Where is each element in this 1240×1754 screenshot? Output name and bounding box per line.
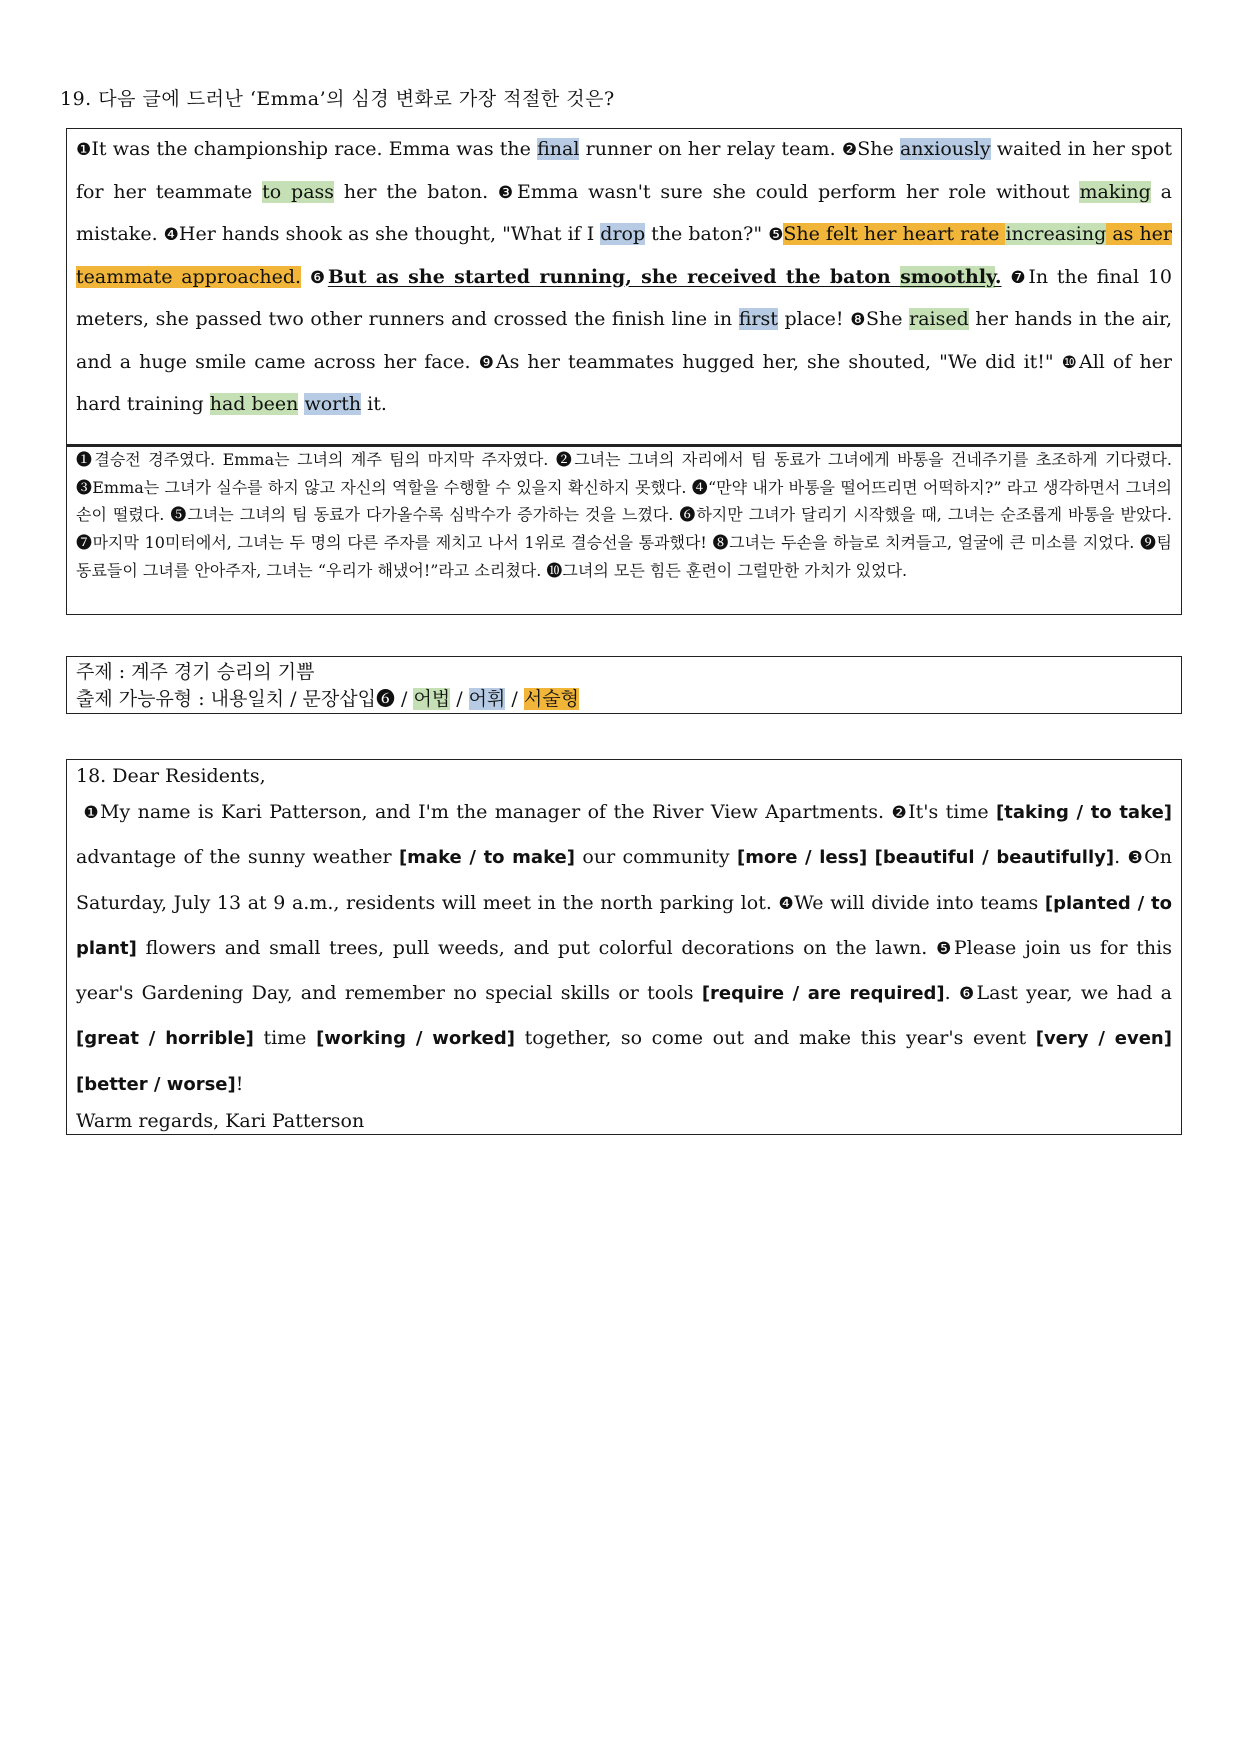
sentence-marker: ❸ (1127, 848, 1145, 869)
separator: / (505, 688, 524, 710)
passage-text: . (994, 265, 1002, 288)
grammar-tag: 어법 (413, 688, 451, 710)
letter-text: On Saturday, July 13 at 9 a.m., residents will meet in the north parking lot. (76, 846, 1172, 914)
grammar-highlight: to pass (262, 180, 335, 203)
choice-bracket: [better / worse] (76, 1073, 236, 1095)
choice-bracket: [working / worked] (316, 1028, 515, 1050)
letter-closing: Warm regards, Kari Patterson (76, 1110, 365, 1133)
grammar-highlight: smoothly (900, 265, 995, 288)
letter-text: We will divide into teams (794, 891, 1045, 914)
grammar-highlight: had been (209, 393, 299, 415)
choice-bracket: [taking / to take] (996, 802, 1172, 823)
sentence-marker: ❼ (1010, 267, 1029, 288)
sentence-marker: ❺ (935, 938, 954, 959)
letter-text: Last year, we had a (976, 982, 1172, 1005)
vocab-highlight: anxiously (899, 138, 991, 160)
passage-text: She felt her heart rate (783, 223, 1006, 245)
letter-text: together, so come out and make this year's event (514, 1027, 1036, 1050)
letter-box (66, 759, 1182, 1135)
sentence-marker: ❽ (850, 310, 867, 330)
letter-body (76, 790, 1172, 1107)
passage-text: As her teammates hugged her, she shouted, "We did it!" (495, 350, 1062, 373)
question-title: 19. 다음 글에 드러난 ‘Emma’의 심경 변화로 가장 적절한 것은? (60, 88, 615, 110)
passage-box (66, 128, 1182, 445)
vocab-highlight: worth (304, 393, 362, 415)
info-box (66, 656, 1182, 714)
sentence-marker: ❿ (1061, 352, 1079, 373)
grammar-highlight: raised (909, 308, 969, 330)
passage-text: She (866, 308, 910, 330)
choice-bracket: [planted / to plant] (76, 892, 1173, 959)
vocab-tag: 어휘 (468, 688, 506, 710)
letter-text: time (253, 1027, 317, 1050)
passage-text: place! (777, 308, 851, 330)
choice-bracket: [great / horrible] (76, 1028, 254, 1050)
sentence-marker: ❹ (163, 225, 179, 245)
letter-text: advantage of the sunny weather (76, 846, 399, 869)
passage-text: She (857, 138, 900, 160)
sentence-marker: ❷ (841, 140, 858, 160)
sentence-marker: ❻ (959, 984, 977, 1005)
passage-text: All of her hard training (76, 350, 1173, 415)
translation-box (66, 445, 1182, 615)
sentence-marker: ❹ (778, 893, 795, 914)
passage-text: the baton?" (645, 223, 769, 245)
sentence-marker: ❸ (497, 182, 518, 203)
letter-text: Please join us for this year's Gardening Day, and remember no special skills or tools (76, 936, 1172, 1005)
passage-text: it. (361, 393, 387, 415)
choice-bracket: [make / to make] (398, 847, 575, 869)
sentence-marker: ❻ (309, 267, 328, 288)
letter-text: . (944, 982, 960, 1005)
question-types-line (76, 686, 1172, 713)
grammar-highlight: making (1079, 180, 1151, 203)
passage-text: waited in her spot for her teammate (76, 138, 1172, 203)
vocab-highlight: first (738, 308, 778, 330)
letter-text: My name is Kari Patterson, and I'm the manager of the River View Apartments. (100, 801, 892, 823)
letter-text: our community (575, 846, 737, 869)
passage-text: as her teammate approached. (76, 223, 1173, 288)
types-prefix: 출제 가능유형 : 내용일치 / 문장삽입❻ / (76, 688, 414, 710)
letter-text: ! (235, 1072, 244, 1095)
choice-bracket: [more / less] (736, 847, 868, 869)
sentence-marker: ❶ (76, 140, 92, 160)
letter-text: . (1114, 846, 1128, 869)
passage-text: runner on her relay team. (579, 138, 842, 160)
sentence-marker: ❺ (768, 225, 784, 245)
letter-greeting: 18. Dear Residents, (76, 765, 266, 787)
letter-text: flowers and small trees, pull weeds, and put colorful decorations on the lawn. (136, 936, 936, 959)
topic-line: 주제 : 계주 경기 승리의 기쁨 (76, 661, 315, 683)
vocab-highlight: final (537, 138, 580, 160)
translation-text: ❶결승전 경주였다. Emma는 그녀의 계주 팀의 마지막 주자였다. ❷그녀는 그녀의 자리에서 팀 동료가 그녀에게 바통을 건네주기를 초조하게 기다렸다. ❸Emma는 그녀가 실수를 하지 않고 자신의 역할을 수행할 수 있을지 확신하지 못했다. ❹“만약 내가 바통을 떨어뜨리면 어떡하지?” 라고 생각하면서 그녀의 손이 떨렸다. ❺그녀는 그녀의 팀 동료가 다가올수록 심박수가 증가하는 것을 느꼈다. ❻하지만 그녀가 달리기 시작했을 때, 그녀는 순조롭게 바통을 받았다. ❼마지막 10미터에서, 그녀는 두 명의 다른 주자를 제치고 나서 1위로 결승선을 통과했다! ❽그녀는 두손을 하늘로 치켜들고, 얼굴에 큰 미소를 지었다. ❾팀 동료들이 그녀를 안아주자, 그녀는 “우리가 해냈어!”라고 소리쳤다. ❿그녀의 모든 힘든 훈련이 그럴만한 가치가 있었다. (76, 450, 1172, 580)
passage-text: Emma wasn't sure she could perform her role without (517, 180, 1080, 203)
sentence-marker: ❾ (478, 352, 496, 373)
choice-bracket: [very / even] (1035, 1028, 1172, 1050)
sentence-marker: ❷ (891, 803, 909, 823)
passage-text: In the final 10 meters, she passed two other runners and crossed the finish line in (76, 265, 1172, 330)
passage-text: Her hands shook as she thought, "What if I (178, 223, 601, 245)
descriptive-tag: 서술형 (523, 688, 579, 710)
choice-bracket: [beautiful / beautifully] (874, 847, 1115, 869)
divider (66, 445, 1182, 447)
choice-bracket: [require / are required] (701, 983, 945, 1005)
passage-text: But as she started running, she received the baton (327, 265, 901, 288)
sentence-marker: ❶ (83, 803, 101, 823)
insertion-sentence (328, 266, 1002, 288)
grammar-highlight: increasing (1005, 223, 1107, 245)
separator: / (450, 688, 469, 710)
passage-text: a mistake. (76, 180, 1172, 245)
passage-text: her hands in the air, and a huge smile came across her face. (76, 308, 1173, 373)
passage-text: It was the championship race. Emma was the (91, 138, 538, 160)
vocab-highlight: drop (600, 223, 646, 245)
letter-text: It's time (908, 801, 997, 823)
passage-text: her the baton. (334, 180, 498, 203)
